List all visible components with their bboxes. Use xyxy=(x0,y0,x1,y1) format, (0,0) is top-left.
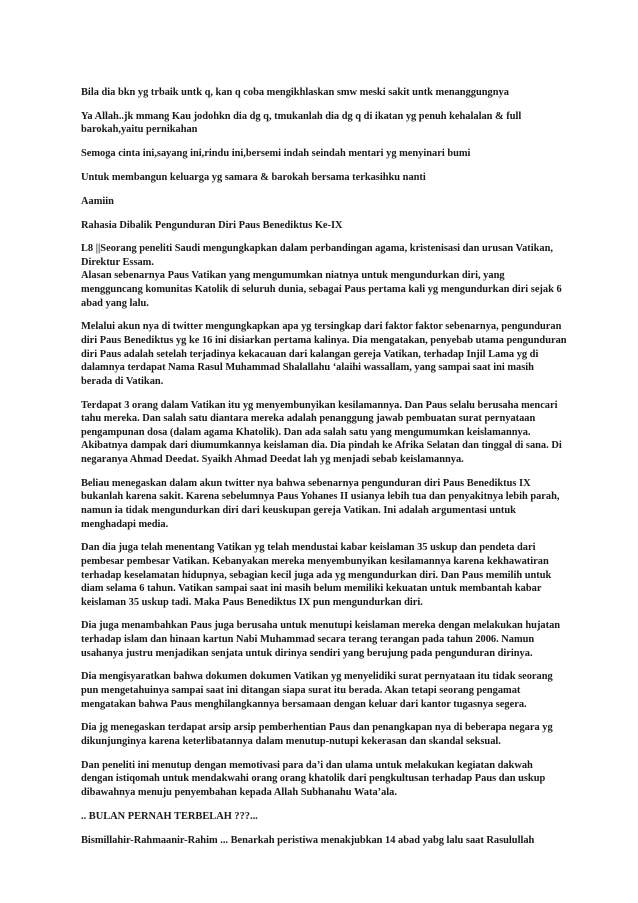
text-line: mengatakan bahwa Paus menghilangkannya bersamaan dengan keluar dari kantor tugasnya segera. xyxy=(81,698,527,710)
text-line: terhadap keselamatan hidupnya, sebagian kecil juga ada yg mengundurkan diri. Dan Paus memilih untuk xyxy=(81,569,552,581)
paragraph xyxy=(81,810,566,824)
text-line: Bila dia bkn yg trbaik untk q, kan q coba mengikhlaskan smw meski sakit untk menanggungnya xyxy=(81,87,509,98)
paragraph xyxy=(81,759,566,800)
text-line: bukanlah karena sakit. Karena sebelumnya Paus Yohanes II usianya lebih tua dan penyakitnya lebih parah, xyxy=(81,491,560,503)
text-line: Melalui akun nya di twitter mengungkapkan apa yg tersingkap dari faktor faktor sebenarnya, pengunduran xyxy=(81,321,562,333)
text-line: mengguncang komunitas Katolik di seluruh dunia, sebagai Paus pertama kali yg mengundurkan diri sejak 6 xyxy=(81,284,562,296)
text-line: barokah,yaitu pernikahan xyxy=(81,124,198,136)
paragraph xyxy=(81,320,566,388)
text-line: Beliau menegaskan dalam akun twitter nya bahwa sebenarnya pengunduran diri Paus Benediktus IX xyxy=(81,477,531,489)
text-line: negaranya Ahmad Deedat. Syaikh Ahmad Deedat lah yg menjadi sebab keislamannya. xyxy=(81,453,464,465)
text-line: Dan dia juga telah menentang Vatikan yg telah mendustai kabar keislaman 35 uskup dan pendeta dari xyxy=(81,542,536,554)
paragraph xyxy=(81,242,566,310)
text-line: namun ia tidak mengundurkan diri dari keuskupan gereja Vatikan. Ini adalah argumentasi untuk xyxy=(81,504,516,516)
paragraph xyxy=(81,834,566,848)
paragraph xyxy=(81,147,566,161)
text-line: Dia jg menegaskan terdapat arsip arsip pemberhentian Paus dan penangkapan nya di beberapa negara yg xyxy=(81,722,553,734)
text-line: terhadap islam dan hinaan kartun Nabi Muhammad secara terang terangan pada tahun 2006. Namun xyxy=(81,634,535,646)
paragraph xyxy=(81,541,566,609)
text-line: Semoga cinta ini,sayang ini,rindu ini,bersemi indah seindah mentari yg menyinari bumi xyxy=(81,148,471,160)
text-line: keislaman 35 uskup tadi. Maka Paus Benediktus IX pun mengundurkan diri. xyxy=(81,596,423,608)
text-line: Terdapat 3 orang dalam Vatikan itu yg menyembunyikan kesilamannya. Dan Paus selalu berusaha mencari xyxy=(81,399,558,411)
text-line: Bismillahir-Rahmaanir-Rahim ... Benarkah peristiwa menakjubkan 14 abad yabg lalu saat Rasulullah xyxy=(81,834,535,846)
paragraph xyxy=(81,219,566,233)
paragraph xyxy=(81,399,566,467)
text-line: diam selama 6 tahun. Vatikan sampai saat ini masih belum memiliki kekuatan untuk membantah kabar xyxy=(81,583,542,595)
text-line: menghadapi media. xyxy=(81,518,169,530)
text-line: berada di Vatikan. xyxy=(81,375,164,387)
text-line: Akibatnya dampak dari diumumkannya keislaman dia. Dia pindah ke Afrika Selatan dan tinggal di sana. Di xyxy=(81,440,562,452)
text-line: diri Paus adalah setelah terjadinya kekacauan dari kalangan gereja Vatikan, terhadap Injil Lama yg di xyxy=(81,348,539,360)
text-line: Ya Allah..jk mmang Kau jodohkn dia dg q, tmukanlah dia dg q di ikatan yg penuh kehalalan & full xyxy=(81,110,522,122)
text-line: L8 ||Seorang peneliti Saudi mengungkapkan dalam perbandingan agama, kristenisasi dan urusan Vatikan, xyxy=(81,243,554,255)
paragraph xyxy=(81,110,566,137)
text-line: dengan istiqomah untuk mendakwahi orang orang khatolik dari pengkultusan terhadap Paus dan uskup xyxy=(81,773,546,785)
paragraph xyxy=(81,670,566,711)
text-line: Direktur Essam. xyxy=(81,256,154,268)
text-line: dibawahnya menuju penyembahan kepada Allah Subhanahu Wata’ala. xyxy=(81,786,397,798)
text-line: Rahasia Dibalik Pengunduran Diri Paus Benediktus Ke-IX xyxy=(81,219,343,231)
paragraph xyxy=(81,86,566,100)
text-line: pengampunan dosa (dalam agama Khatolik). Dan ada salah satu yang mengumumkan keislamannya. xyxy=(81,426,531,438)
text-line: Alasan sebenarnya Paus Vatikan yang mengumumkan niatnya untuk mengundurkan diri, yang xyxy=(81,270,505,282)
paragraph xyxy=(81,721,566,748)
text-line: usahanya justru menjadikan senjata untuk dirinya sendiri yang berujung pada pengunduran dirinya. xyxy=(81,647,533,659)
paragraph xyxy=(81,619,566,660)
text-line: Aamiin xyxy=(81,195,114,207)
text-line: Dia mengisyaratkan bahwa dokumen dokumen Vatikan yg menyelidiki surat pernyataan itu tidak seorang xyxy=(81,671,553,683)
text-line: Untuk membangun keluarga yg samara & barokah bersama terkasihku nanti xyxy=(81,171,426,183)
text-line: abad yang lalu. xyxy=(81,297,149,309)
text-line: dikunjunginya karena keterlibatannya dalam menutup-nutupi kekerasan dan skandal seksual. xyxy=(81,736,501,747)
text-line: diri Paus Benediktus yg ke 16 ini disiarkan pertama kalinya. Dia mengatakan, penyebab utama pengunduran xyxy=(81,335,567,347)
text-line: .. BULAN PERNAH TERBELAH ???... xyxy=(81,810,258,822)
text-line: pembesar pembesar Vatikan. Kebanyakan mereka menyembunyikan kesilamannya karena kekhawatiran xyxy=(81,555,549,567)
text-line: Dia juga menambahkan Paus juga berusaha untuk menutupi keislaman mereka dengan melakukan hujatan xyxy=(81,620,561,632)
paragraph xyxy=(81,195,566,209)
text-line: tahu mereka. Dan salah satu diantara mereka adalah penanggung jawab pembuatan surat pernyataan xyxy=(81,413,536,425)
text-line: pun mengetahuinya sampai saat ini ditangan siapa surat itu berada. Akan tetapi seorang pengamat xyxy=(81,685,521,697)
text-line: dalamnya terdapat Nama Rasul Muhammad Shalallahu ‘alaihi wassallam, yang sampai saat ini masih xyxy=(81,362,534,374)
paragraph xyxy=(81,477,566,531)
document-body xyxy=(81,86,566,847)
text-line: Dan peneliti ini menutup dengan memotivasi para da’i dan ulama untuk melakukan kegiatan dakwah xyxy=(81,759,533,771)
paragraph xyxy=(81,171,566,185)
